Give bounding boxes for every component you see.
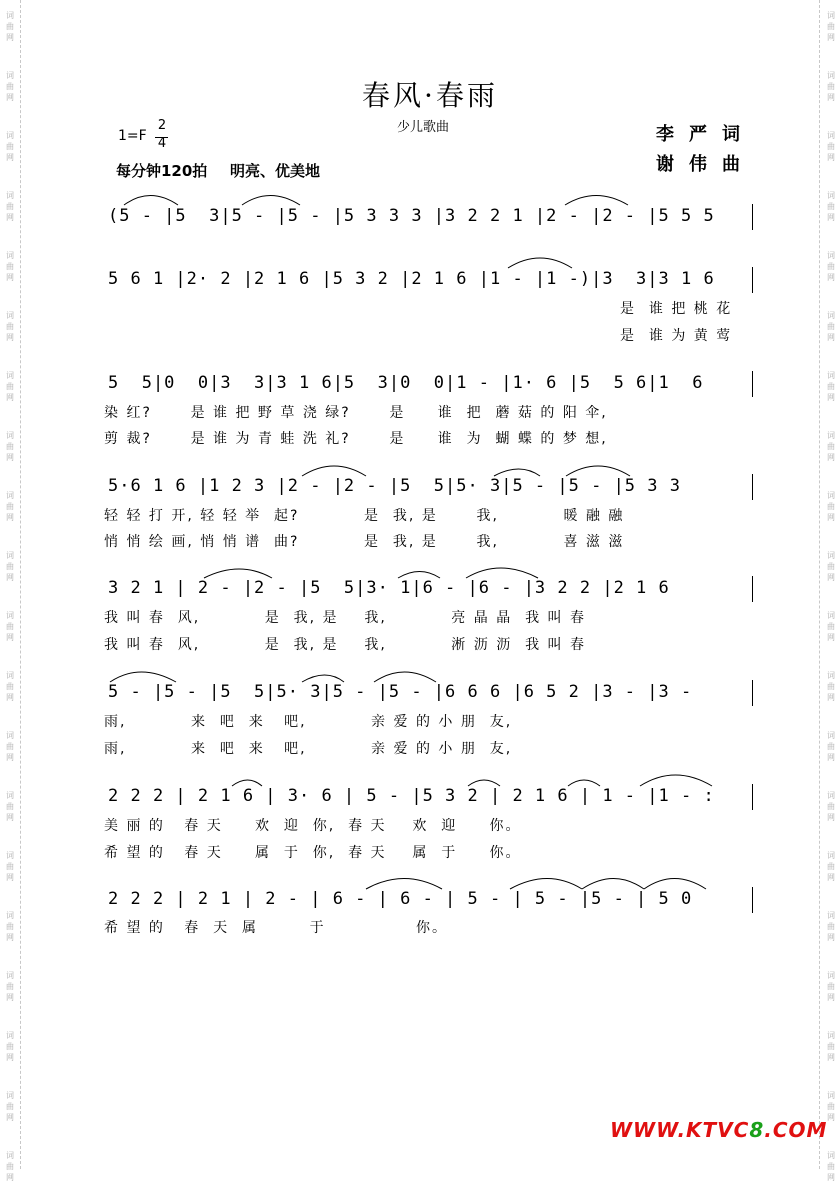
notation-line-5: 3 2 1 | 2 - |2 - |5 5|3· 1|6 - |6 - |3 2 2 |2 1 6 bbox=[108, 578, 670, 598]
lyric-line-6-verse-1: 雨, 来 吧 来 吧, 亲 爱 的 小 朋 友, bbox=[104, 714, 513, 730]
slur bbox=[398, 572, 440, 579]
watermark-text: 词 曲 网 bbox=[827, 11, 835, 42]
site-url bbox=[610, 1118, 827, 1142]
watermark-text: 词 曲 网 bbox=[827, 131, 835, 162]
watermark-text: 词 曲 网 bbox=[6, 851, 14, 882]
lyric-line-8-verse-1: 希 望 的 春 天 属 于 你。 bbox=[104, 920, 448, 936]
composer-credit: 谢伟曲 bbox=[656, 154, 755, 175]
watermark-text: 词 曲 网 bbox=[6, 491, 14, 522]
tempo-marking: 每分钟120拍 bbox=[116, 162, 208, 180]
slur bbox=[508, 258, 572, 268]
watermark-text: 词 曲 网 bbox=[6, 611, 14, 642]
watermark-text: 词 曲 网 bbox=[6, 791, 14, 822]
lyric-line-7-verse-2: 希 望 的 春 天 属 于 你, 春 天 属 于 你。 bbox=[104, 845, 522, 861]
notation-line-7: 2 2 2 | 2 1 6 | 3· 6 | 5 - |5 3 2 | 2 1 6 | 1 - |1 - : bbox=[108, 786, 715, 806]
watermark-text: 词 曲 网 bbox=[6, 71, 14, 102]
barline bbox=[752, 887, 753, 913]
song-genre: 少儿歌曲 bbox=[396, 120, 449, 135]
slur bbox=[510, 879, 582, 890]
watermark-text: 词 曲 网 bbox=[6, 251, 14, 282]
watermark-text: 词 曲 网 bbox=[6, 311, 14, 342]
watermark-text: 词 曲 网 bbox=[827, 491, 835, 522]
slur bbox=[302, 675, 344, 682]
watermark-text: 词 曲 网 bbox=[6, 131, 14, 162]
site-url-text: WWW.KTVC bbox=[610, 1118, 750, 1142]
song-title: 春风·春雨 bbox=[362, 79, 498, 112]
notation-line-1: (5 - |5 3|5 - |5 - |5 3 3 3 |3 2 2 1 |2 - |2 - |5 5 5 bbox=[108, 206, 715, 226]
barline bbox=[752, 204, 753, 230]
watermark-text: 词 曲 网 bbox=[6, 731, 14, 762]
watermark-text: 词 曲 网 bbox=[827, 731, 835, 762]
notation-line-3: 5 5|0 0|3 3|3 1 6|5 3|0 0|1 - |1· 6 |5 5 6|1 6 bbox=[108, 373, 704, 393]
lyric-line-5-verse-1: 我 叫 春 风, 是 我, 是 我, 亮 晶 晶 我 叫 春 bbox=[104, 610, 587, 626]
lyric-line-3-verse-2: 剪 裁? 是 谁 为 青 蛙 洗 礼? 是 谁 为 蝴 蝶 的 梦 想, bbox=[104, 431, 608, 447]
watermark-text: 词 曲 网 bbox=[827, 911, 835, 942]
lyric-line-4-verse-2: 悄 悄 绘 画, 悄 悄 谱 曲? 是 我, 是 我, 喜 滋 滋 bbox=[104, 534, 625, 550]
lyricist-credit: 李严词 bbox=[656, 124, 755, 145]
slur bbox=[204, 569, 272, 578]
watermark-text: 词 曲 网 bbox=[6, 551, 14, 582]
slur bbox=[644, 879, 706, 890]
watermark-text: 词 曲 网 bbox=[6, 371, 14, 402]
watermark-text: 词 曲 网 bbox=[827, 311, 835, 342]
slur bbox=[494, 469, 540, 476]
key-signature: 1=F bbox=[118, 128, 147, 144]
lyric-line-6-verse-2: 雨, 来 吧 来 吧, 亲 爱 的 小 朋 友, bbox=[104, 741, 513, 757]
barline bbox=[752, 267, 753, 293]
watermark-text: 词 曲 网 bbox=[6, 191, 14, 222]
notation-line-8: 2 2 2 | 2 1 | 2 - | 6 - | 6 - | 5 - | 5 - |5 - | 5 0 bbox=[108, 889, 693, 909]
slur bbox=[468, 780, 500, 786]
watermark-text: 词 曲 网 bbox=[6, 1031, 14, 1062]
watermark-text: 词 曲 网 bbox=[827, 551, 835, 582]
lyric-line-2-verse-1: 是 谁 把 桃 花 bbox=[620, 301, 733, 317]
watermark-text: 词 曲 网 bbox=[827, 851, 835, 882]
time-signature-top: 2 bbox=[157, 118, 167, 133]
site-url-tld: .COM bbox=[764, 1118, 828, 1142]
slur bbox=[565, 196, 628, 206]
slur bbox=[124, 196, 178, 206]
watermark-text: 词 曲 网 bbox=[6, 1151, 14, 1182]
barline bbox=[752, 576, 753, 602]
slur bbox=[302, 466, 366, 476]
site-url-number: 8 bbox=[749, 1118, 765, 1142]
lyric-line-3-verse-1: 染 红? 是 谁 把 野 草 浇 绿? 是 谁 把 蘑 菇 的 阳 伞, bbox=[104, 405, 608, 421]
watermark-text: 词 曲 网 bbox=[827, 371, 835, 402]
watermark-text: 词 曲 网 bbox=[6, 11, 14, 42]
slur bbox=[110, 672, 176, 682]
notation-line-4: 5·6 1 6 |1 2 3 |2 - |2 - |5 5|5· 3|5 - |5 - |5 3 3 bbox=[108, 476, 681, 496]
barline bbox=[752, 784, 753, 810]
watermark-text: 词 曲 网 bbox=[827, 1151, 835, 1182]
watermark-text: 词 曲 网 bbox=[827, 791, 835, 822]
lyric-line-5-verse-2: 我 叫 春 风, 是 我, 是 我, 淅 沥 沥 我 叫 春 bbox=[104, 637, 587, 653]
slur bbox=[466, 568, 538, 578]
watermark-text: 词 曲 网 bbox=[827, 71, 835, 102]
slur bbox=[566, 466, 630, 476]
lyric-line-7-verse-1: 美 丽 的 春 天 欢 迎 你, 春 天 欢 迎 你。 bbox=[104, 818, 522, 834]
barline bbox=[752, 680, 753, 706]
watermark-text: 词 曲 网 bbox=[6, 1091, 14, 1122]
slur bbox=[568, 780, 600, 786]
watermark-text: 词 曲 网 bbox=[827, 251, 835, 282]
notation-line-2: 5 6 1 |2· 2 |2 1 6 |5 3 2 |2 1 6 |1 - |1 -)|3 3|3 1 6 bbox=[108, 269, 715, 289]
slur bbox=[242, 196, 300, 206]
watermark-text: 词 曲 网 bbox=[827, 431, 835, 462]
watermark-text: 词 曲 网 bbox=[827, 1091, 835, 1122]
slur bbox=[366, 879, 442, 890]
watermark-text: 词 曲 网 bbox=[827, 671, 835, 702]
expression-marking: 明亮、优美地 bbox=[230, 162, 321, 180]
watermark-text: 词 曲 网 bbox=[6, 911, 14, 942]
barline bbox=[752, 371, 753, 397]
barline bbox=[752, 474, 753, 500]
slur bbox=[232, 780, 262, 786]
slur bbox=[374, 672, 436, 682]
time-signature-bottom: 4 bbox=[157, 136, 167, 151]
notation-line-6: 5 - |5 - |5 5|5· 3|5 - |5 - |6 6 6 |6 5 2 |3 - |3 - bbox=[108, 682, 693, 702]
slur bbox=[640, 775, 712, 786]
watermark-text: 词 曲 网 bbox=[827, 971, 835, 1002]
lyric-line-2-verse-2: 是 谁 为 黄 莺 bbox=[620, 328, 733, 344]
watermark-text: 词 曲 网 bbox=[6, 971, 14, 1002]
watermark-text: 词 曲 网 bbox=[827, 1031, 835, 1062]
watermark-text: 词 曲 网 bbox=[6, 431, 14, 462]
lyric-line-4-verse-1: 轻 轻 打 开, 轻 轻 举 起? 是 我, 是 我, 暖 融 融 bbox=[104, 508, 625, 524]
watermark-text: 词 曲 网 bbox=[827, 611, 835, 642]
slur bbox=[582, 879, 644, 890]
watermark-text: 词 曲 网 bbox=[6, 671, 14, 702]
watermark-text: 词 曲 网 bbox=[827, 191, 835, 222]
